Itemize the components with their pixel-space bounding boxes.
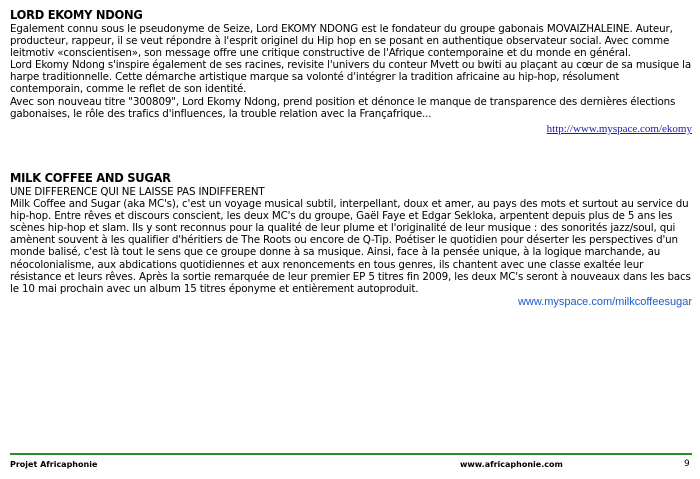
paragraph: Avec son nouveau titre "300809", Lord Ekomy Ndong, prend position et dénonce le manque de transparence des dernières élections gabonaises, le rôle des trafics d'influences, la trouble relation avec la Françafrique... (10, 95, 676, 120)
footer-website: www.africaphonie.com (460, 460, 563, 469)
link-row (10, 296, 692, 308)
paragraph: Milk Coffee and Sugar (aka MC's), c'est un voyage musical subtil, interpellant, doux et amer, au pays des mots et surtout au service du hip-hop. Entre rêves et discours conscient, les deux MC's du groupe, Gaël Faye et Edgar Sekloka, arpentent depuis plus de 5 ans les scènes hip-hop et slam. Ils y sont reconnus pour la qualité de leur plume et l'originalité de leur musique : des sonorités jazz/soul, qui amènent souvent à les qualifier d'héritiers de The Roots ou encore de Q-Tip. Poétiser le quotidien pour déserter les perspectives d'un monde balisé, c'est là tout le sens que ce groupe donne à sa musique. Ainsi, face à la pensée unique, à la logique marchande, au néocolonialisme, aux abdications quotidiennes et aux renoncements en tous genres, ils chantent avec une classe exaltée leur résistance et leurs rêves. Après la sortie remarquée de leur premier EP 5 titres fin 2009, les deux MC's seront à nouveaux dans les bacs le 10 mai prochain avec un album 15 titres éponyme et entièrement autoproduit. (10, 198, 691, 295)
link-row (10, 123, 692, 135)
link-prefix: www. (517, 295, 545, 308)
paragraph: Lord Ekomy Ndong s'inspire également de ses racines, revisite l'univers du conteur Mvett ou bwiti au plaçant au cœur de sa musique la harpe traditionnelle. Cette démarche artistique marque sa volonté d'intégrer la tradition africaine au hip-hop, résolument contemporain, comme le reflet de son identité. (10, 59, 692, 96)
link-mid: myspace (544, 295, 589, 308)
section-subtitle: UNE DIFFERENCE QUI NE LAISSE PAS INDIFFERENT (10, 186, 265, 198)
link-suffix: .com/milkcoffeesugar (588, 295, 692, 308)
page-number: 9 (684, 459, 690, 469)
section-title: LORD EKOMY NDONG (10, 7, 143, 22)
paragraph: Egalement connu sous le pseudonyme de Seize, Lord EKOMY NDONG est le fondateur du groupe gabonais MOVAIZHALEINE. Auteur, producteur, rappeur, il se veut répondre à l'esprit originel du Hip hop en se posant en authentique observateur social. Avec comme leitmotiv «conscientisen», son message offre une critique constructive de l'Afrique contemporaine et du monde en général. (10, 23, 673, 60)
section-title: MILK COFFEE AND SUGAR (10, 170, 171, 185)
footer-rule (10, 453, 692, 455)
section-lord-ekomy-ndong (10, 7, 692, 135)
section-milk-coffee-and-sugar (10, 170, 692, 308)
myspace-ekomy-link[interactable]: http://www.myspace.com/ekomy (546, 122, 692, 135)
section-body (10, 23, 692, 120)
footer-project-name: Projet Africaphonie (10, 460, 98, 469)
myspace-milkcoffeesugar-link[interactable] (518, 296, 692, 308)
section-body (10, 186, 692, 295)
